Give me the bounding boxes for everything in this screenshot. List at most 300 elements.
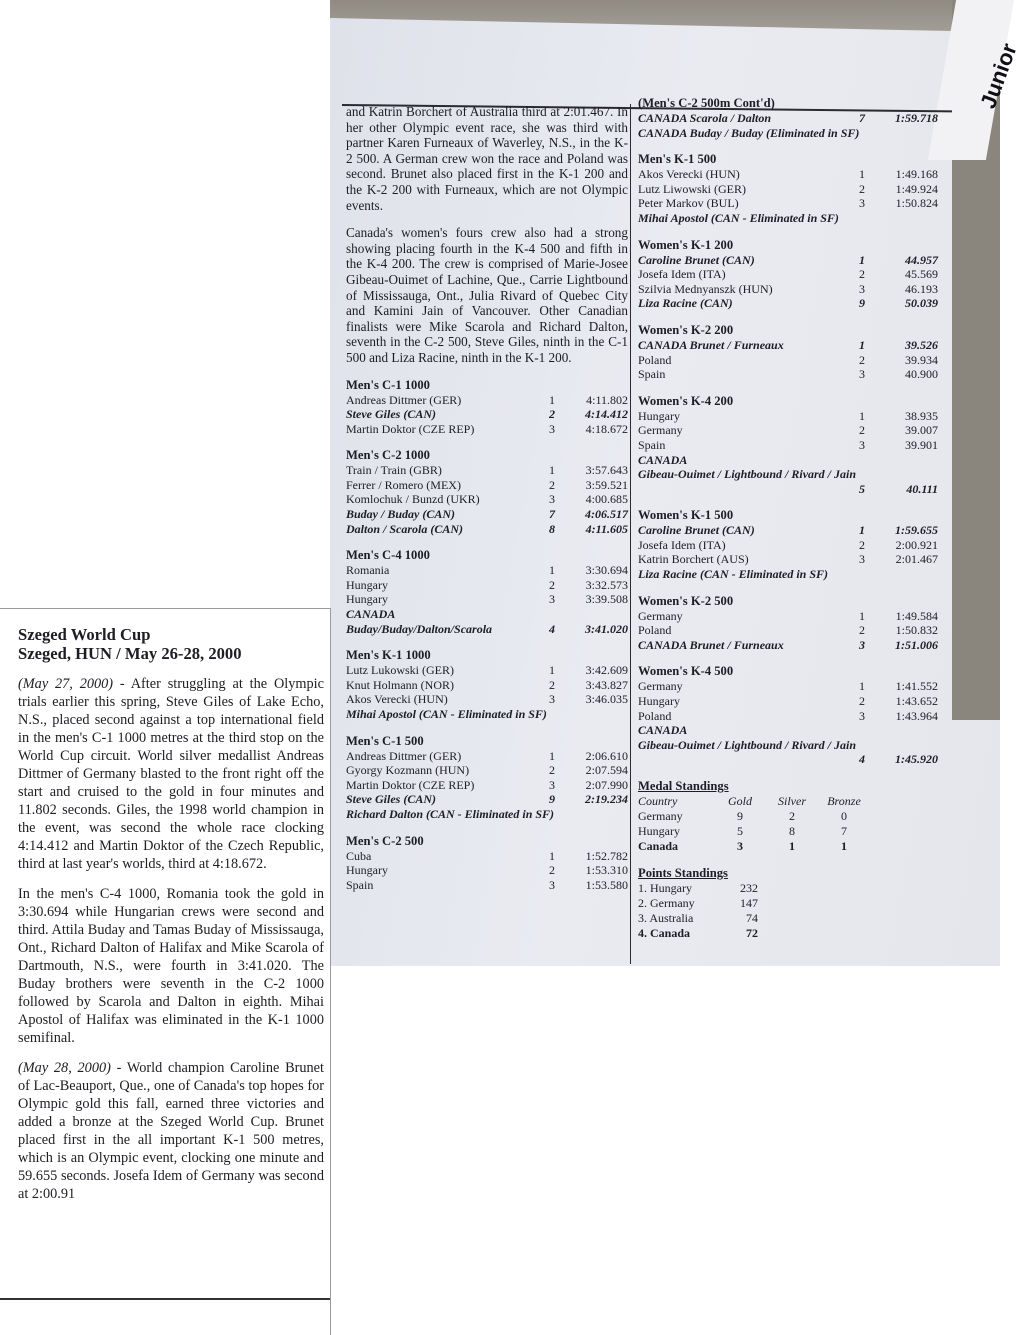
competitor-rank: 3 (859, 637, 865, 652)
medal-country: Hungary (638, 824, 680, 838)
result-row (638, 267, 938, 282)
competitor-time: 4:11.605 (585, 521, 628, 536)
competitor-time: 39.901 (905, 437, 938, 452)
competitor-time: 1:51.006 (895, 637, 938, 652)
result-row (638, 111, 938, 126)
clipping-title: Szeged World Cup (18, 625, 151, 644)
clipping-content (18, 625, 324, 1203)
competitor-time: 1:49.924 (895, 181, 938, 196)
header-gold: Gold (728, 794, 752, 808)
competitor-rank: 9 (859, 296, 865, 311)
result-event (638, 152, 938, 225)
competitor-rank: 2 (859, 623, 865, 638)
competitor-time: 39.526 (905, 337, 938, 352)
competitor-rank: 2 (549, 577, 555, 592)
competitor-name: Liza Racine (CAN) (638, 296, 733, 311)
event-title: Women's K-2 500 (638, 593, 734, 608)
competitor-rank: 2 (859, 181, 865, 196)
competitor-name: CANADA (638, 452, 688, 467)
medal-row (638, 839, 938, 854)
competitor-name: Steve Giles (CAN) (346, 792, 436, 807)
clipping-paragraph (18, 675, 324, 873)
competitor-rank (538, 607, 566, 622)
competitor-time: 44.957 (905, 252, 938, 267)
clipping-paragraphs (18, 675, 324, 1203)
competitor-rank: 1 (549, 848, 555, 863)
competitor-name: Hungary (346, 577, 388, 592)
competitor-rank: 2 (859, 694, 865, 709)
competitor-time: 2:01.467 (895, 552, 938, 567)
competitor-rank (848, 453, 876, 468)
competitor-name: Hungary (638, 694, 680, 709)
medal-standings (638, 779, 938, 854)
competitor-name: Knut Holmann (NOR) (346, 677, 454, 692)
result-event (346, 648, 628, 721)
competitor-time: 4:14.412 (585, 407, 628, 422)
clipping-paragraph (18, 885, 324, 1047)
result-event (346, 378, 628, 437)
competitor-rank: 1 (859, 337, 865, 352)
result-event (638, 96, 938, 140)
result-row (638, 694, 938, 709)
event-title: Women's K-1 200 (638, 237, 734, 252)
competitor-name (638, 752, 848, 767)
result-row (638, 623, 938, 638)
points-label: 2. Germany (638, 896, 695, 910)
competitor-rank: 1 (859, 523, 865, 538)
competitor-rank (856, 467, 882, 482)
result-row (638, 523, 938, 538)
result-row (346, 663, 628, 678)
result-row (638, 482, 938, 497)
competitor-rank: 4 (549, 621, 555, 636)
competitor-time: 46.193 (905, 281, 938, 296)
result-row (638, 438, 938, 453)
result-row (346, 478, 628, 493)
competitor-name: CANADA Brunet / Furneaux (638, 637, 784, 652)
result-row (638, 638, 938, 653)
competitor-time: 1:50.832 (895, 623, 938, 638)
competitor-time: 1:50.824 (895, 196, 938, 211)
points-value: 232 (740, 881, 758, 895)
competitor-name: Steve Giles (CAN) (346, 407, 436, 422)
medal-header-row (638, 794, 938, 809)
result-row (346, 578, 628, 593)
competitor-rank: 3 (859, 281, 865, 296)
points-row (638, 911, 938, 926)
competitor-time: 2:06.610 (585, 748, 628, 763)
event-title: Men's C-1 1000 (346, 377, 430, 392)
result-row (346, 463, 628, 478)
result-event (638, 508, 938, 581)
competitor-name: Poland (638, 623, 672, 638)
competitor-name: Germany (638, 423, 683, 438)
competitor-name: Andreas Dittmer (GER) (346, 392, 462, 407)
competitor-rank: 7 (859, 111, 865, 125)
competitor-name: Dalton / Scarola (CAN) (346, 521, 464, 536)
competitor-rank: 2 (549, 407, 555, 422)
competitor-name: Martin Doktor (CZE REP) (346, 777, 475, 792)
competitor-rank: 2 (549, 677, 555, 692)
competitor-time (882, 738, 938, 753)
result-row (346, 563, 628, 578)
competitor-time: 3:59.521 (585, 477, 628, 492)
result-row (346, 522, 628, 537)
competitor-rank: 1 (549, 463, 555, 478)
competitor-rank: 3 (549, 877, 555, 892)
result-row (346, 678, 628, 693)
competitor-name: Germany (638, 608, 683, 623)
result-row (346, 422, 628, 437)
competitor-rank: 1 (859, 167, 865, 182)
result-event (638, 323, 938, 382)
competitor-name: Szilvia Mednyanszk (HUN) (638, 281, 773, 296)
result-event (346, 834, 628, 893)
competitor-name: Akos Verecki (HUN) (346, 692, 448, 707)
result-note: Mihai Apostol (CAN - Eliminated in SF) (638, 210, 839, 225)
competitor-time: 39.007 (905, 423, 938, 438)
header-silver: Silver (778, 794, 806, 808)
competitor-rank: 1 (549, 392, 555, 407)
article-paragraph: Canada's women's fours crew also had a strong showing placing fourth in the K-4 500 and fifth in the K-4 200. The crew is comprised of Marie-Josee Gibeau-Ouimet of Lachine, Que., Carrie Lightbound of Mississauga, Ont., Julia Rivard of Quebec City and Kamini Jain of Vancouver. Other Canadian finalists were Mike Scarola and Richard Dalton, seventh in the C-2 500, Steve Giles, ninth in the C-1 500 and Liza Racine, ninth in the K-1 200. (346, 225, 628, 365)
result-row (346, 792, 628, 807)
competitor-rank: 1 (859, 679, 865, 694)
competitor-time: 40.111 (906, 481, 938, 496)
points-row (638, 896, 938, 911)
competitor-name: Josefa Idem (ITA) (638, 267, 726, 282)
medal-country: Germany (638, 809, 683, 823)
points-row (638, 881, 938, 896)
result-row (638, 752, 938, 767)
competitor-rank: 2 (549, 477, 555, 492)
competitor-time: 4:11.802 (586, 392, 628, 407)
competitor-name: CANADA Scarola / Dalton (638, 111, 772, 125)
result-event (638, 664, 938, 767)
result-row (638, 723, 938, 738)
result-row (346, 849, 628, 864)
paragraph-text: - World champion Caroline Brunet of Lac-Beauport, Que., one of Canada's top hopes for Olympic gold this fall, earned three victories and added a bronze at the Szeged World Cup. Brunet placed first in the all important K-1 500 metres, which is an Olympic event, clocking one minute and 59.655 seconds. Josefa Idem of Germany was second at 2:00.91 (18, 1060, 324, 1202)
competitor-time: 1:52.782 (585, 848, 628, 863)
result-row (346, 878, 628, 893)
result-row (346, 592, 628, 607)
competitor-name: Buday/Buday/Dalton/Scarola (346, 621, 493, 636)
competitor-time: 1:49.168 (895, 167, 938, 182)
points-label: 4. Canada (638, 926, 691, 940)
column-separator (630, 104, 631, 964)
scanned-clipping (0, 608, 331, 1335)
clipping-bottom-rule (0, 1298, 330, 1300)
competitor-name: Train / Train (GBR) (346, 463, 442, 478)
competitor-rank: 1 (859, 608, 865, 623)
points-rows (638, 881, 938, 941)
result-row (638, 679, 938, 694)
result-row (638, 253, 938, 268)
result-row (346, 607, 628, 622)
competitor-rank: 4 (859, 752, 865, 767)
competitor-time: 1:59.718 (895, 111, 938, 125)
competitor-rank: 3 (859, 552, 865, 567)
result-row (638, 609, 938, 624)
result-event (346, 548, 628, 636)
competitor-time: 3:32.573 (585, 577, 628, 592)
competitor-time: 1:53.310 (585, 863, 628, 878)
competitor-rank: 3 (859, 708, 865, 723)
competitor-rank: 1 (859, 252, 865, 267)
result-row (346, 692, 628, 707)
result-row (346, 763, 628, 778)
competitor-name: Gibeau-Ouimet / Lightbound / Rivard / Jain (638, 467, 857, 482)
competitor-name: CANADA (638, 723, 688, 738)
competitor-name: Hungary (346, 592, 388, 607)
result-row (638, 538, 938, 553)
result-event (638, 594, 938, 653)
competitor-time: 45.569 (905, 267, 938, 282)
competitor-rank: 7 (549, 507, 555, 522)
competitor-name: Andreas Dittmer (GER) (346, 748, 462, 763)
header-country: Country (638, 794, 678, 808)
competitor-name: CANADA Brunet / Furneaux (638, 337, 784, 352)
competitor-name: Josefa Idem (ITA) (638, 537, 726, 552)
event-title: Men's C-4 1000 (346, 548, 430, 563)
competitor-time (876, 723, 938, 738)
competitor-rank: 3 (549, 492, 555, 507)
blank-area (330, 966, 1000, 1334)
event-title: Women's K-2 200 (638, 322, 734, 337)
competitor-name: Caroline Brunet (CAN) (638, 523, 755, 538)
competitor-rank (848, 723, 876, 738)
competitor-time: 2:07.594 (585, 763, 628, 778)
competitor-name: Ferrer / Romero (MEX) (346, 477, 461, 492)
result-note: CANADA Buday / Buday (Eliminated in SF) (638, 125, 860, 140)
medal-silver: 8 (789, 824, 795, 838)
result-row (638, 338, 938, 353)
result-note: Liza Racine (CAN - Eliminated in SF) (638, 567, 829, 582)
result-row (638, 467, 938, 482)
competitor-time: 3:43.827 (585, 677, 628, 692)
competitor-name: Hungary (346, 863, 388, 878)
medal-gold: 9 (737, 809, 743, 823)
competitor-rank: 2 (549, 763, 555, 778)
competitor-rank: 3 (549, 777, 555, 792)
competitor-time: 3:39.508 (585, 592, 628, 607)
competitor-name: Peter Markov (BUL) (638, 196, 739, 211)
competitor-time: 3:30.694 (585, 563, 628, 578)
result-event (638, 238, 938, 311)
competitor-time (876, 453, 938, 468)
competitor-rank: 1 (549, 663, 555, 678)
competitor-rank: 5 (859, 481, 865, 496)
medal-row (638, 824, 938, 839)
magazine-page-photo (330, 0, 1022, 1334)
competitor-time (566, 607, 628, 622)
medal-gold: 3 (737, 839, 743, 853)
competitor-time: 4:06.517 (585, 507, 628, 522)
medal-row (638, 809, 938, 824)
event-title: Women's K-1 500 (638, 508, 734, 523)
competitor-time: 40.900 (905, 367, 938, 382)
result-event (638, 394, 938, 497)
result-row (638, 167, 938, 182)
competitor-time: 2:19.234 (585, 792, 628, 807)
competitor-name: Lutz Liwowski (GER) (638, 181, 746, 196)
result-row (346, 492, 628, 507)
competitor-name: Spain (638, 437, 666, 452)
paragraph-date: (May 28, 2000) (18, 1060, 111, 1076)
points-value: 72 (746, 926, 758, 940)
competitor-name: Germany (638, 679, 683, 694)
competitor-name: Romania (346, 563, 390, 578)
competitor-rank: 3 (549, 592, 555, 607)
result-event (346, 734, 628, 822)
result-event (346, 448, 628, 536)
result-row (638, 196, 938, 211)
result-note: Mihai Apostol (CAN - Eliminated in SF) (346, 707, 547, 721)
competitor-name: Hungary (638, 408, 680, 423)
left-results-list (346, 378, 628, 893)
clipping-paragraph (18, 1059, 324, 1203)
medal-silver: 2 (789, 809, 795, 823)
competitor-rank: 3 (549, 421, 555, 436)
header-bronze: Bronze (827, 794, 861, 808)
result-row (638, 453, 938, 468)
competitor-time: 1:43.964 (895, 708, 938, 723)
competitor-rank: 1 (549, 748, 555, 763)
competitor-rank: 3 (859, 367, 865, 382)
competitor-name: Martin Doktor (CZE REP) (346, 421, 475, 436)
right-results-list (638, 96, 938, 767)
event-title: (Men's C-2 500m Cont'd) (638, 96, 775, 110)
competitor-time: 50.039 (905, 296, 938, 311)
competitor-time: 1:41.552 (895, 679, 938, 694)
points-value: 147 (740, 896, 758, 910)
competitor-rank: 1 (549, 563, 555, 578)
medal-country: Canada (638, 839, 679, 853)
result-row (346, 749, 628, 764)
clipping-subtitle: Szeged, HUN / May 26-28, 2000 (18, 644, 242, 663)
competitor-time: 2:07.990 (585, 777, 628, 792)
competitor-name: Akos Verecki (HUN) (638, 167, 740, 182)
medal-bronze: 0 (841, 809, 847, 823)
competitor-name: Buday / Buday (CAN) (346, 507, 456, 522)
points-label: 3. Australia (638, 911, 694, 925)
competitor-time: 3:41.020 (585, 621, 628, 636)
event-title: Men's K-1 500 (638, 152, 717, 167)
competitor-time: 4:18.672 (585, 421, 628, 436)
competitor-rank: 3 (859, 196, 865, 211)
competitor-name: Gyorgy Kozmann (HUN) (346, 763, 470, 778)
competitor-rank: 1 (859, 408, 865, 423)
event-title: Men's K-1 1000 (346, 648, 431, 663)
competitor-time: 3:57.643 (585, 463, 628, 478)
competitor-time: 1:49.584 (895, 608, 938, 623)
competitor-time: 1:59.655 (895, 523, 938, 538)
result-row (638, 353, 938, 368)
competitor-time (882, 467, 938, 482)
corner-label: Junior (975, 40, 1022, 112)
result-row (638, 423, 938, 438)
points-label: 1. Hungary (638, 881, 692, 895)
competitor-time: 1:45.920 (895, 752, 938, 767)
competitor-rank: 9 (549, 792, 555, 807)
competitor-rank: 3 (549, 692, 555, 707)
result-row (638, 709, 938, 724)
event-title: Men's C-2 500 (346, 833, 424, 848)
competitor-rank (856, 738, 882, 753)
competitor-name: Caroline Brunet (CAN) (638, 252, 755, 267)
competitor-rank: 2 (859, 423, 865, 438)
result-row (346, 778, 628, 793)
medal-silver: 1 (789, 839, 795, 853)
points-standings-title: Points Standings (638, 866, 728, 880)
competitor-time: 2:00.921 (895, 537, 938, 552)
competitor-name: Spain (346, 877, 374, 892)
result-note: Richard Dalton (CAN - Eliminated in SF) (346, 806, 555, 821)
competitor-time: 3:42.609 (585, 663, 628, 678)
competitor-name: Spain (638, 367, 666, 382)
article-paragraph: and Katrin Borchert of Australia third at 2:01.467. In her other Olympic event race, she was third with partner Karen Furneaux of Waverley, N.S., in the K-2 500. A German crew won the race and Poland was second. Brunet also placed first in the K-1 200 and the K-2 200 with Furneaux, which are not Olympic events. (346, 104, 628, 213)
competitor-name: Cuba (346, 848, 372, 863)
competitor-name: Lutz Lukowski (GER) (346, 663, 454, 678)
result-row (346, 407, 628, 422)
medal-standings-title: Medal Standings (638, 779, 729, 793)
competitor-time: 38.935 (905, 408, 938, 423)
result-row (638, 409, 938, 424)
competitor-time: 4:00.685 (585, 492, 628, 507)
paragraph-date: (May 27, 2000) (18, 676, 114, 692)
result-row (346, 863, 628, 878)
event-title: Women's K-4 500 (638, 664, 734, 679)
competitor-time: 39.934 (905, 352, 938, 367)
result-row (638, 282, 938, 297)
competitor-name: Gibeau-Ouimet / Lightbound / Rivard / Jain (638, 737, 857, 752)
result-row (638, 738, 938, 753)
left-column (346, 104, 628, 904)
event-title: Men's C-1 500 (346, 733, 424, 748)
competitor-name: Poland (638, 352, 672, 367)
medal-bronze: 1 (841, 839, 847, 853)
right-column (638, 96, 938, 953)
result-row (638, 367, 938, 382)
competitor-time: 3:46.035 (585, 692, 628, 707)
paragraph-text: In the men's C-4 1000, Romania took the gold in 3:30.694 while Hungarian crews were second and third. Attila Buday and Tamas Buday of Mississauga, Ont., Richard Dalton of Halifax and Mike Scarola of Dartmouth, N.S., were fourth in 3:41.020. The Buday brothers were seventh in the C-2 1000 followed by Scarola and Dalton in eighth. Mihai Apostol of Halifax was eliminated in the K-1 1000 semifinal. (18, 886, 324, 1046)
competitor-time: 1:43.652 (895, 694, 938, 709)
points-row (638, 926, 938, 941)
points-standings (638, 866, 938, 941)
competitor-rank: 2 (549, 863, 555, 878)
points-value: 74 (746, 911, 758, 925)
competitor-rank: 8 (549, 521, 555, 536)
event-title: Women's K-4 200 (638, 393, 734, 408)
competitor-rank: 2 (859, 267, 865, 282)
competitor-rank: 3 (859, 437, 865, 452)
competitor-name: Komlochuk / Bunzd (UKR) (346, 492, 480, 507)
result-row (638, 182, 938, 197)
competitor-name (638, 482, 848, 497)
competitor-name: CANADA (346, 607, 396, 622)
competitor-name: Poland (638, 708, 672, 723)
result-row (346, 622, 628, 637)
result-row (638, 296, 938, 311)
medal-rows (638, 809, 938, 854)
medal-gold: 5 (737, 824, 743, 838)
competitor-time: 1:53.580 (585, 877, 628, 892)
medal-bronze: 7 (841, 824, 847, 838)
result-row (346, 393, 628, 408)
result-row (638, 552, 938, 567)
competitor-name: Katrin Borchert (AUS) (638, 552, 749, 567)
result-row (346, 507, 628, 522)
competitor-rank: 2 (859, 352, 865, 367)
